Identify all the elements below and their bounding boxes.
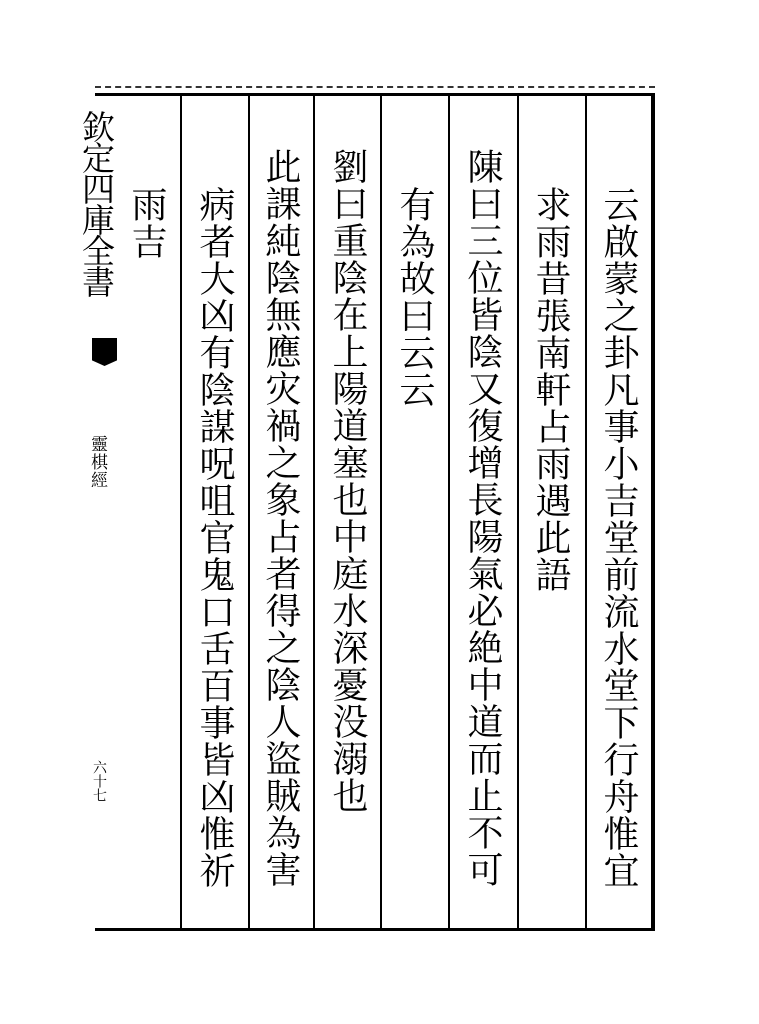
frame-top-dashed-line <box>95 86 655 88</box>
column-rule <box>248 95 250 929</box>
text-column-5: 劉曰重陰在上陽道塞也中庭水深憂没溺也 <box>327 148 368 814</box>
book-title: 靈棋經 <box>87 435 107 489</box>
column-rule <box>380 95 382 929</box>
page-frame <box>95 93 655 931</box>
series-title: 欽定四庫全書 <box>77 110 116 296</box>
column-rule <box>180 95 182 929</box>
text-column-4: 有為故曰云云 <box>394 186 435 408</box>
text-column-6: 此課純陰無應灾禍之象占者得之陰人盜賊為害 <box>260 148 301 888</box>
column-rule <box>517 95 519 929</box>
text-column-1: 云啟蒙之卦凡事小吉堂前流水堂下行舟惟宜 <box>598 186 639 889</box>
column-rule <box>448 95 450 929</box>
column-rule <box>585 95 587 929</box>
page-number: 六十七 <box>91 760 107 802</box>
text-column-3: 陳曰三位皆陰又復增長陽氣必絶中道而止不可 <box>462 148 503 888</box>
fish-tail-mark <box>92 338 117 366</box>
text-column-8: 雨吉 <box>126 186 167 260</box>
text-column-7: 病者大凶有陰謀呪咀官鬼口舌百事皆凶惟祈 <box>194 186 235 889</box>
text-column-2: 求雨昔張南軒占雨遇此語 <box>530 186 571 593</box>
column-rule <box>313 95 315 929</box>
